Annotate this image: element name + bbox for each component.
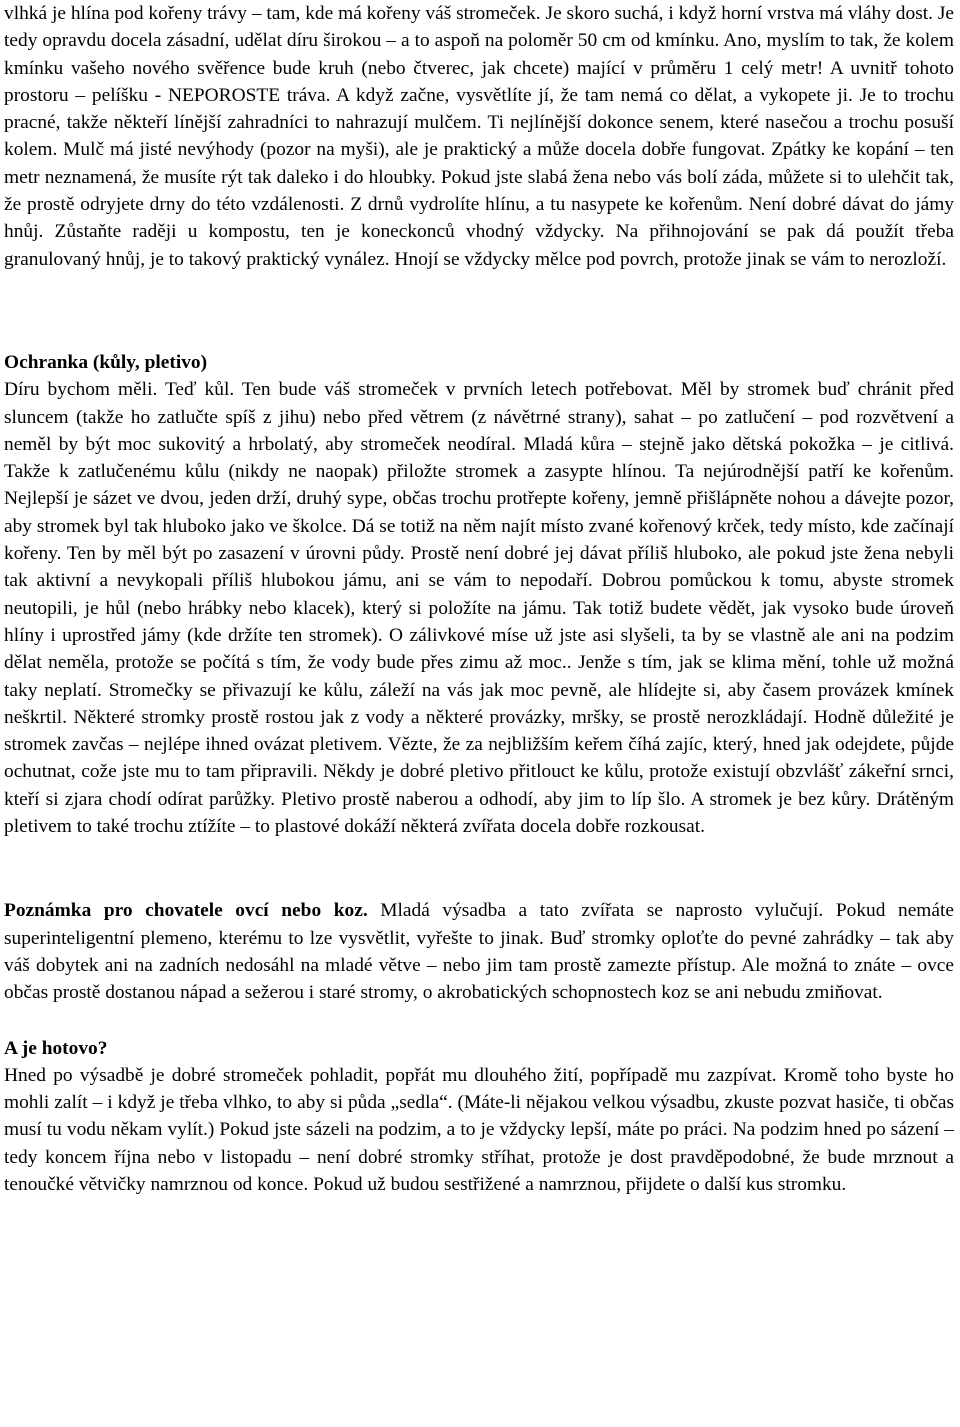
spacer	[4, 273, 954, 349]
note-paragraph	[4, 897, 954, 1006]
note-text: Mladá výsadba a tato zvířata se naprosto vylučují. Pokud nemáte superinteligentní plemeno, kterému to lze vysvětlit, vyřešte to jinak. Buď stromky oploťte do pevné zahrádky – tak aby váš dobytek ani na zadních nedosáhl na mladé větve – nebo jim tam prostě zamezte přístup. Ale možná to znáte – ovce občas prostě dostanou nápad a sežerou i staré stromy, o akrobatických schopnostech koz se ani nebudu zmiňovat.	[4, 900, 954, 1004]
spacer	[4, 840, 954, 897]
spacer	[4, 1007, 954, 1035]
protection-paragraph: Díru bychom měli. Teď kůl. Ten bude váš stromeček v prvních letech potřebovat. Měl by stromek buď chránit před sluncem (takže ho zatlučte spíš z jihu) nebo před větrem (z návětrné strany), sahat – po zatlučení – pod rozvětvení a neměl by být moc sukovitý a hrbolatý, aby stromeček neodíral. Mladá kůra – stejně jako dětská pokožka – je citlivá. Takže k zatlučenému kůlu (nikdy ne naopak) přiložte stromek a zasypte hlínou. Ta nejúrodnější patří ke kořenům. Nejlepší je sázet ve dvou, jeden drží, druhý sype, občas trochu protřepte kořeny, jemně přišlápněte nohou a dávejte pozor, aby stromek byl tak hluboko jako ve školce. Dá se totiž na něm najít místo zvané kořenový krček, tedy místo, kde začínají kořeny. Ten by měl být po zasazení v úrovni půdy. Prostě není dobré jej dávat příliš hluboko, ale pokud jste žena nebyli tak aktivní a nevykopali příliš hlubokou jámu, ani se vám to nepodaří. Dobrou pomůckou k tomu, abyste stromek neutopili, je hůl (nebo hrábky nebo klacek), který si položíte na jámu. Tak totiž budete vědět, jak vysoko bude úroveň hlíny i uprostřed jámy (kde držíte ten stromek). O zálivkové míse už jste asi slyšeli, ta by se vlastně ale ani na podzim dělat neměla, protože se počítá s tím, že vody bude přes zimu až moc.. Jenže s tím, jak se klima mění, tohle už možná taky neplatí. Stromečky se přivazují ke kůlu, záleží na vás jak moc pevně, ale hlídejte si, aby časem provázek kmínek neškrtil. Některé stromky prostě rostou jak z vody a některé provázky, mršky, se prostě nerozkládají. Hodně důležité je stromek zavčas – nejlépe ihned ovázat pletivem. Vězte, že za nejbližším keřem číhá zajíc, který, hned jak odejdete, půjde ochutnat, cože jste mu to tam připravili. Někdy je dobré pletivo přitlouct ke kůlu, protože existují obzvlášť zákeřní srnci, kteří si zjara chodí odírat parůžky. Pletivo prostě naberou a odhodí, aby jim to líp šlo. A stromek je bez kůry. Drátěným pletivem to také trochu ztížíte – to plastové dokáží některá zvířata docela dobře rozkousat.	[4, 379, 954, 838]
document-page	[4, 0, 954, 1198]
section-protection	[4, 349, 954, 840]
section-done	[4, 1035, 954, 1199]
section-heading-done: A je hotovo?	[4, 1037, 108, 1059]
note-heading: Poznámka pro chovatele ovcí nebo koz.	[4, 900, 368, 922]
intro-paragraph: vlhká je hlína pod kořeny trávy – tam, kde má kořeny váš stromeček. Je skoro suchá, i když horní vrstva má vláhy dost. Je tedy opravdu docela zásadní, udělat díru širokou – a to aspoň na poloměr 50 cm od kmínku. Ano, myslím to tak, že kolem kmínku vašeho nového svěřence bude kruh (nebo čtverec, jak chcete) mající v průměru 1 celý metr! A uvnitř tohoto prostoru – pelíšku - NEPOROSTE tráva. A když začne, vysvětlíte jí, že tam nemá co dělat, a vykopete ji. Je to trochu pracné, takže někteří línější zahradníci to nahrazují mulčem. Ti nejlínější dokonce senem, které nasečou a trochu posuší kolem. Mulč má jisté nevýhody (pozor na myši), ale je praktický a může docela dobře fungovat. Zpátky ke kopání – ten metr neznamená, že musíte rýt tak daleko i do hloubky. Pokud jste slabá žena nebo vás bolí záda, můžete si to ulehčit tak, že prostě odryjete drny do této vzdálenosti. Z drnů vydrolíte hlínu, a tu nasypete ke kořenům. Není dobré dávat do jámy hnůj. Zůstaňte raději u kompostu, ten je koneckonců vhodný vždycky. Na přihnojování se pak dá použít třeba granulovaný hnůj, je to takový praktický vynález. Hnojí se vždycky mělce pod povrch, protože jinak se vám to nerozloží.	[4, 3, 954, 270]
done-paragraph: Hned po výsadbě je dobré stromeček pohladit, popřát mu dlouhého žití, popřípadě mu zazpívat. Kromě toho byste ho mohli zalít – i když je třeba vlhko, to aby si půda „sedla“. (Máte-li nějakou velkou výsadbu, zkuste pozvat hasiče, ti občas musí tu vodu někam vylít.) Pokud jste sázeli na podzim, a to je vždycky lepší, máte po práci. Na podzim hned po sázení – tedy koncem října nebo v listopadu – není dobré stromky stříhat, protože je dost pravděpodobné, že bude mrznout a tenoučké větvičky namrznou od konce. Pokud už budou sestřižené a namrznou, přijdete o další kus stromku.	[4, 1064, 954, 1195]
section-heading-protection: Ochranka (kůly, pletivo)	[4, 351, 208, 373]
